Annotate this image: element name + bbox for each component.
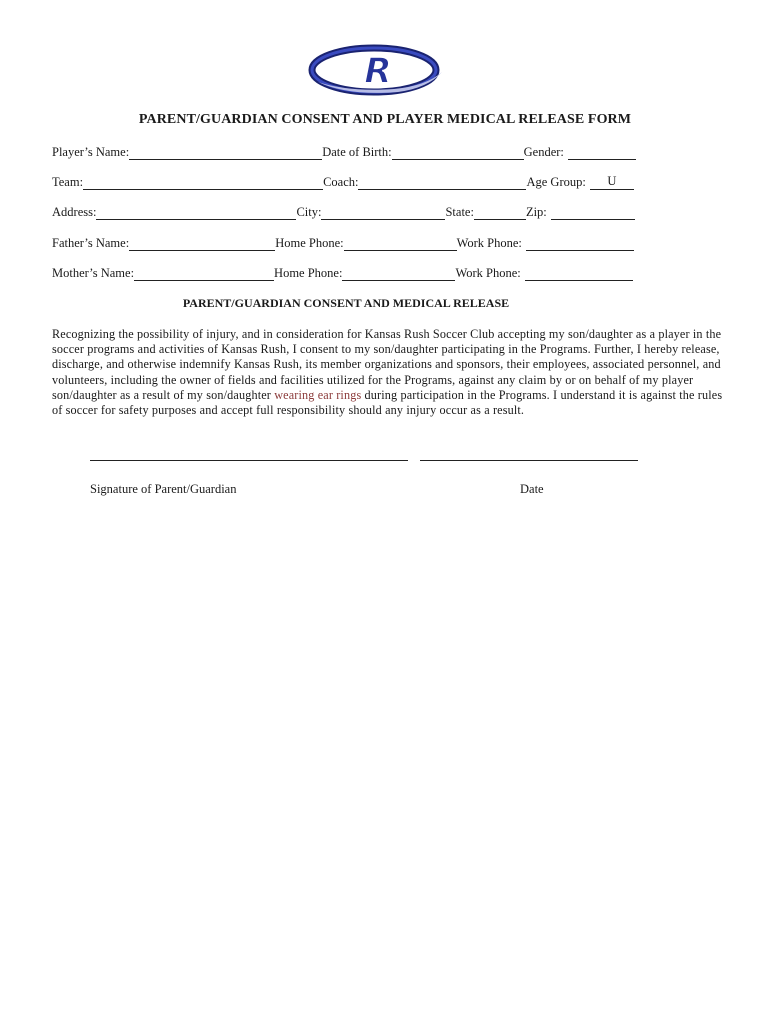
- age-group-label: Age Group:: [526, 175, 586, 189]
- consent-text-before: Recognizing the possibility of injury, and in consideration for Kansas Rush Soccer Club accepting my son/daughter as a player in the soccer programs and activities of Kansas Rush, I consent to my son/daughter participating in the Programs. Further, I hereby release, discharge, and otherwise indemnify Kansas Rush, its member organizations and sponsors, their employees, associated personnel, and volunteers, including the owner of fields and facilities utilized for the Programs, against any claim by or on behalf of my player son/daughter as a result of my son/daughter: [52, 327, 722, 402]
- coach-field[interactable]: [358, 176, 526, 190]
- zip-field[interactable]: [551, 206, 635, 220]
- form-title: PARENT/GUARDIAN CONSENT AND PLAYER MEDICAL RELEASE FORM: [138, 112, 632, 127]
- row-player: [52, 144, 642, 160]
- row-father: [52, 235, 642, 251]
- row-mother: [52, 265, 642, 281]
- mother-work-phone-label: Work Phone:: [455, 266, 521, 280]
- consent-text-after: during participation in the Programs. I understand it is against the rules of soccer for safety purposes and accept full responsibility should any injury occur as a result.: [52, 387, 723, 418]
- address-label: Address:: [52, 205, 97, 219]
- team-label: Team:: [52, 175, 84, 189]
- row-team: [52, 174, 642, 190]
- section-title: PARENT/GUARDIAN CONSENT AND MEDICAL RELEASE: [182, 296, 510, 310]
- gender-label: Gender:: [523, 145, 564, 159]
- state-label: State:: [445, 205, 474, 219]
- signature-label: Signature of Parent/Guardian: [90, 482, 237, 496]
- row-address: [52, 204, 642, 220]
- gender-field[interactable]: [568, 146, 636, 160]
- player-name-label: Player’s Name:: [52, 145, 130, 159]
- svg-text:R: R: [364, 51, 392, 92]
- father-name-label: Father’s Name:: [52, 236, 130, 250]
- consent-paragraph: [52, 327, 728, 418]
- date-label: Date: [520, 482, 544, 496]
- city-field[interactable]: [321, 206, 445, 220]
- age-group-field[interactable]: U: [590, 174, 634, 190]
- coach-label: Coach:: [323, 175, 359, 189]
- team-field[interactable]: [83, 176, 323, 190]
- city-label: City:: [296, 205, 322, 219]
- dob-field[interactable]: [392, 146, 524, 160]
- mother-home-phone-field[interactable]: [342, 267, 455, 281]
- father-work-phone-label: Work Phone:: [456, 236, 522, 250]
- mother-home-phone-label: Home Phone:: [274, 266, 343, 280]
- mother-work-phone-field[interactable]: [525, 267, 633, 281]
- date-line[interactable]: [420, 460, 638, 461]
- player-name-field[interactable]: [129, 146, 322, 160]
- address-field[interactable]: [96, 206, 296, 220]
- father-home-phone-field[interactable]: [344, 237, 457, 251]
- consent-text-highlight: wearing ear rings: [274, 387, 362, 402]
- kansas-rush-logo: [308, 42, 444, 98]
- father-name-field[interactable]: [129, 237, 275, 251]
- dob-label: Date of Birth:: [322, 145, 392, 159]
- zip-label: Zip:: [525, 205, 547, 219]
- signature-line[interactable]: [90, 460, 408, 461]
- mother-name-field[interactable]: [134, 267, 274, 281]
- father-home-phone-label: Home Phone:: [275, 236, 344, 250]
- father-work-phone-field[interactable]: [526, 237, 634, 251]
- state-field[interactable]: [474, 206, 526, 220]
- mother-name-label: Mother’s Name:: [52, 266, 135, 280]
